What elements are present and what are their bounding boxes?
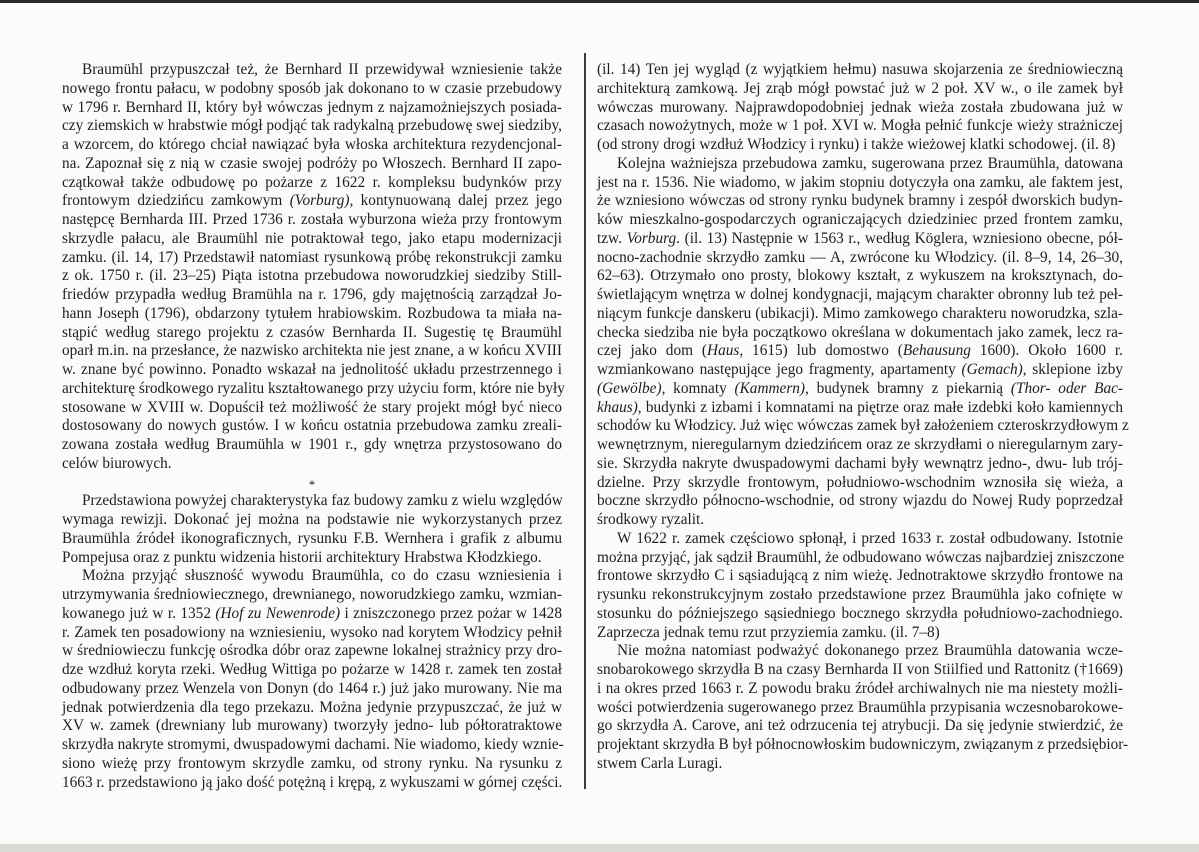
text-line: zowana została według Braumühla w 1901 r., gdy wnętrza przystosowano do bbox=[62, 436, 562, 453]
text-line bbox=[597, 399, 1123, 418]
text-line: siono wieżę przy frontowym skrzydle zamku, od strony rynku. Na rysunku z bbox=[62, 754, 562, 772]
text-line: i na okres przed 1663 r. Z powodu braku źródeł archiwalnych nie ma niestety możli- bbox=[597, 679, 1123, 697]
text-line: 62–63). Otrzymało ono prosty, blokowy kształt, z wykuszem na kroksztynach, do- bbox=[597, 267, 1123, 285]
paragraph bbox=[597, 154, 1129, 530]
text-line: architekturą zamkową. Jej zrąb mógł powstać już w 2 poł. XV w., o ile zamek był bbox=[597, 79, 1123, 97]
text-segment: . (il. 13) Następnie w 1563 r., według Köglera, wzniesiono obecne, pół- bbox=[676, 229, 1123, 247]
text-line bbox=[597, 230, 1123, 249]
text-line: środkowy ryzalit. bbox=[597, 511, 705, 528]
text-segment: tzw. bbox=[597, 229, 627, 247]
italic-term: (Kammern) bbox=[734, 379, 806, 397]
text-line: następcę Bernharda III. Przed 1736 r. została wyburzona wieża przy frontowym bbox=[62, 211, 562, 228]
italic-term: (Gemach) bbox=[961, 361, 1023, 378]
italic-term: Behausung bbox=[902, 342, 971, 360]
text-line: stwem Carla Luragi. bbox=[597, 754, 723, 772]
text-line: wości potwierdzenia sugerowanego przez Braumühla przypisania wczesnobarokowe- bbox=[597, 698, 1123, 716]
text-line: Zaprzecza jednak temu rzut przyziemia zamku. (il. 7–8) bbox=[597, 623, 940, 641]
text-segment: , 1615) lub domostwo ( bbox=[739, 342, 903, 360]
left-text-column bbox=[62, 61, 565, 792]
text-line: zamku. (il. 14, 17) Przedstawił natomiast rysunkową próbę rekonstrukcji zamku bbox=[62, 248, 562, 266]
text-line bbox=[597, 380, 1123, 399]
text-line: 1663 r. przedstawiono ją jako dość potężną i krępą, z wykuszami w górnej części. bbox=[62, 773, 563, 791]
text-segment: kontynuowaną dalej przez jego bbox=[353, 192, 562, 210]
paragraph bbox=[62, 492, 562, 567]
paragraph bbox=[597, 61, 1123, 155]
text-line: w średniowieczu funkcję ośrodka dóbr oraz zapewne lokalnej strażnicy przy dro- bbox=[62, 642, 562, 660]
italic-term: Haus bbox=[707, 342, 740, 360]
text-line: można przyjąć, jak sądził Braumühl, że odbudowano wówczas najbardziej zniszczone bbox=[597, 548, 1125, 566]
text-line: (od strony drogi wzdłuż Włodzicy i rynku) i także wieżowej klatki schodowej. (il. 8) bbox=[597, 136, 1116, 153]
text-line: XV w. zamek (drewniany lub murowany) tworzyły jedno- lub półtoratraktowe bbox=[62, 717, 562, 735]
text-line: go skrzydła A. Carove, ani też odrzucenia tej atrybucji. Da się jedynie stwierdzić, że bbox=[597, 717, 1123, 735]
text-line: stosowane w XVIII w. Dopuścił też możliwość że stary projekt mógł być nieco bbox=[62, 398, 562, 416]
text-line: na. Zapoznał się z nią w czasie swojej podróży po Włoszech. Bernhard II zapo- bbox=[62, 154, 562, 172]
text-line: że wzniesiono wówczas od strony rynku budynek bramny i zespół dworskich budyn- bbox=[597, 192, 1123, 210]
text-line: Nie można natomiast podważyć dokonanego przez Braumühla datowania wcze- bbox=[617, 642, 1123, 660]
text-line: czasach nowożytnych, może w 1 poł. XVI w. Mogła pełnić funkcje wieży strażniczej bbox=[597, 117, 1123, 135]
text-line: nowego frontu pałacu, w podobny sposób jak dokonano to w czasie przebudowy bbox=[62, 79, 562, 97]
text-line: jest na r. 1536. Nie wiadomo, w jakim stopniu dotyczyła ona zamku, ale faktem jest, bbox=[597, 173, 1123, 191]
text-line: utrzymywania średniowiecznego, drewnianego, noworudzkiego zamku, wzmian- bbox=[62, 586, 562, 603]
text-line: oparł m.in. na przesłance, że nazwisko architekta nie jest znane, a w końcu XVIII bbox=[62, 342, 562, 360]
text-line: projektant skrzydła B był północnowłoskim budowniczym, związanym z przedsiębior- bbox=[597, 736, 1129, 753]
text-line bbox=[62, 605, 562, 624]
text-line: architekturę środkowego ryzalitu kształtowanego przy użyciu form, które nie były bbox=[62, 379, 565, 397]
text-line: wymaga rewizji. Dokonać jej można na podstawie nie wykorzystanych przez bbox=[62, 511, 562, 528]
italic-term: (Thor- oder Bac- bbox=[1010, 379, 1123, 397]
text-segment: czej jako dom ( bbox=[597, 342, 708, 360]
text-line: jednak potwierdzenia dla tego przekazu. Można jedynie przypuszczać, że już w bbox=[62, 698, 562, 716]
text-line bbox=[597, 361, 1123, 380]
text-line bbox=[597, 342, 1123, 361]
text-line: skrzydła nakryte stromymi, dwuspadowymi dachami. Nie wiadomo, kiedy wznie- bbox=[62, 736, 564, 753]
scan-top-edge bbox=[0, 0, 1199, 3]
text-line: Braumühla źródeł ikonograficznych, rysunku F.B. Wernhera i grafik z albumu bbox=[62, 529, 562, 547]
text-line: stosunku do późniejszego sąsiedniego bocznego skrzydła południowo-zachodniego. bbox=[597, 604, 1123, 622]
text-line: świetlającym wnętrza w dolnej kondygnacji, mającym charakter obronny lub też peł- bbox=[597, 286, 1123, 303]
text-segment: , budynki z izbami i komnatami na piętrze oraz małe izdebki koło kamiennych bbox=[637, 398, 1123, 416]
text-line: rysunku rekonstrukcyjnym zostało przedstawione przez Braumühla jako cofnięte w bbox=[597, 586, 1123, 603]
text-segment: i zniszczonego przez pożar w 1428 bbox=[340, 604, 562, 622]
text-line: frontowe skrzydło C i sąsiadującą z nim wieżę. Jednotraktowe skrzydło frontowe na bbox=[597, 567, 1123, 585]
text-line: dostosowany do nowych gustów. I w końcu ostatnia przebudowa zamku zreali- bbox=[62, 417, 562, 435]
text-line: dze wzdłuż koryta rzeki. Według Wittiga po pożarze w 1428 r. zamek ten został bbox=[62, 661, 562, 678]
text-line: friedów przypadła według Bramühla na r. 1796, gdy majętnością zarządzał Jo- bbox=[62, 286, 562, 303]
italic-term: Vorburg bbox=[626, 229, 677, 247]
text-line: stąpić według starego projektu z czasów Bernharda II. Sugestię tę Braumühl bbox=[62, 323, 562, 341]
text-line: snobarokowego skrzydła B na czasy Bernharda II von Stiilfied und Rattonitz (†1669) bbox=[597, 661, 1123, 678]
paragraph bbox=[597, 642, 1129, 773]
text-segment: frontowym dziedzińcu zamkowym bbox=[62, 192, 290, 210]
section-separator-asterisk: * bbox=[308, 476, 316, 492]
text-line: w 1796 r. Bernhard II, który był wówczas jednym z najzamożniejszych posiada- bbox=[62, 98, 562, 116]
text-segment: , budynek bramny z piekarnią bbox=[805, 379, 1011, 397]
text-line: Przedstawiona powyżej charakterystyka faz budowy zamku z wielu względów bbox=[82, 492, 563, 510]
text-line: nocno-zachodnie skrzydło zamku — A, zwrócone ku Włodzicy. (il. 8–9, 14, 26–30, bbox=[597, 248, 1123, 266]
text-line: czątkował także odbudowę po pożarze z 1622 r. kompleksu budynków przy bbox=[62, 173, 562, 191]
text-line: checka siedziba nie była początkowo określana w dokumentach jako zamek, lecz ra- bbox=[597, 323, 1123, 341]
text-line: Można przyjąć słuszność wywodu Braumühla, co do czasu wzniesienia i bbox=[82, 567, 562, 585]
text-line: dzielne. Przy skrzydle frontowym, południowo-wschodnim wznosiła się wieża, a bbox=[597, 473, 1123, 491]
italic-term: (Hof zu Newenrode) bbox=[215, 604, 341, 622]
text-segment: 1600). Około 1600 r. bbox=[970, 342, 1123, 360]
column-divider bbox=[584, 53, 586, 789]
italic-term: (Vorburg), bbox=[289, 192, 354, 210]
text-line: z ok. 1750 r. (il. 23–25) Piąta istotna przebudowa noworudzkiej siedziby Still- bbox=[62, 267, 562, 285]
text-line: a wzorcem, do którego chciał nawiązać była włoska architektura rezydencjonal- bbox=[62, 136, 562, 153]
text-line: W 1622 r. zamek częściowo spłonął, i przed 1633 r. został odbudowany. Istotnie bbox=[617, 529, 1123, 547]
text-line: Braumühl przypuszczał też, że Bernhard II przewidywał wzniesienie także bbox=[82, 61, 562, 78]
text-line: wewnętrznym, nieregularnym dziedzińcem oraz ze skrzydłami o nieregularnym zary- bbox=[597, 436, 1123, 453]
italic-term: khaus) bbox=[597, 398, 638, 416]
text-line: sie. Skrzydła nakryte dwuspadowymi dachami były wewnątrz jedno-, dwu- lub trój- bbox=[597, 454, 1123, 472]
text-segment: kowanego już w r. 1352 bbox=[62, 604, 216, 622]
text-line: boczne skrzydło północno-wschodnie, od strony wjazdu do Nowej Rudy poprzedzał bbox=[597, 492, 1123, 510]
text-line: Kolejna ważniejsza przebudowa zamku, sugerowana przez Braumühla, datowana bbox=[617, 154, 1123, 172]
paragraph bbox=[62, 567, 562, 792]
text-line: w. znane być powinno. Ponadto wskazał na jednolitość układu przestrzennego i bbox=[62, 361, 562, 378]
right-text-column bbox=[597, 61, 1129, 774]
text-segment: wzmiankowano następujące jego fragmenty, apartamenty bbox=[597, 361, 962, 378]
paragraph bbox=[62, 61, 565, 474]
text-line: r. Zamek ten posadowiony na wzniesieniu, wysoko nad korytem Włodzicy pełnił bbox=[62, 623, 562, 641]
text-line: odbudowany przez Wenzela von Donyn (do 1464 r.) już jako murowany. Nie ma bbox=[62, 679, 562, 697]
text-line: Pompejusa oraz z punktu widzenia historii architektury Hrabstwa Kłodzkiego. bbox=[62, 548, 542, 566]
text-segment: , sklepione izby bbox=[1022, 361, 1123, 378]
text-line: wówczas murowany. Najprawdopodobniej jednak wieża została zbudowana już w bbox=[597, 98, 1123, 116]
text-line: ków mieszkalno-gospodarczych ograniczających dziedziniec przed frontem zamku, bbox=[597, 211, 1123, 228]
text-segment: , komnaty bbox=[661, 379, 735, 397]
text-line: hann Joseph (1796), obdarzony tytułem hrabiowskim. Rozbudowa ta miała na- bbox=[62, 304, 562, 322]
text-line: czy ziemskich w hrabstwie mógł podjąć tak radykalną przebudowę swej siedziby, bbox=[62, 117, 562, 135]
text-line bbox=[62, 192, 562, 211]
text-line: skrzydle pałacu, ale Braumühl nie potraktował tego, jako etapu modernizacji bbox=[62, 229, 562, 247]
text-line: niącym funkcje danskeru (ubikacji). Mimo zamkowego charakteru noworudzka, szla- bbox=[597, 304, 1123, 322]
text-line: schodów ku Włodzicy. Już więc wówczas zamek był założeniem czteroskrzydłowym z bbox=[597, 417, 1129, 435]
italic-term: (Gewölbe) bbox=[597, 379, 662, 397]
paragraph bbox=[597, 530, 1123, 643]
scan-bottom-edge bbox=[0, 844, 1199, 852]
text-line: (il. 14) Ten jej wygląd (z wyjątkiem hełmu) nasuwa skojarzenia ze średniowieczną bbox=[597, 61, 1123, 78]
text-line: celów biurowych. bbox=[62, 454, 172, 472]
